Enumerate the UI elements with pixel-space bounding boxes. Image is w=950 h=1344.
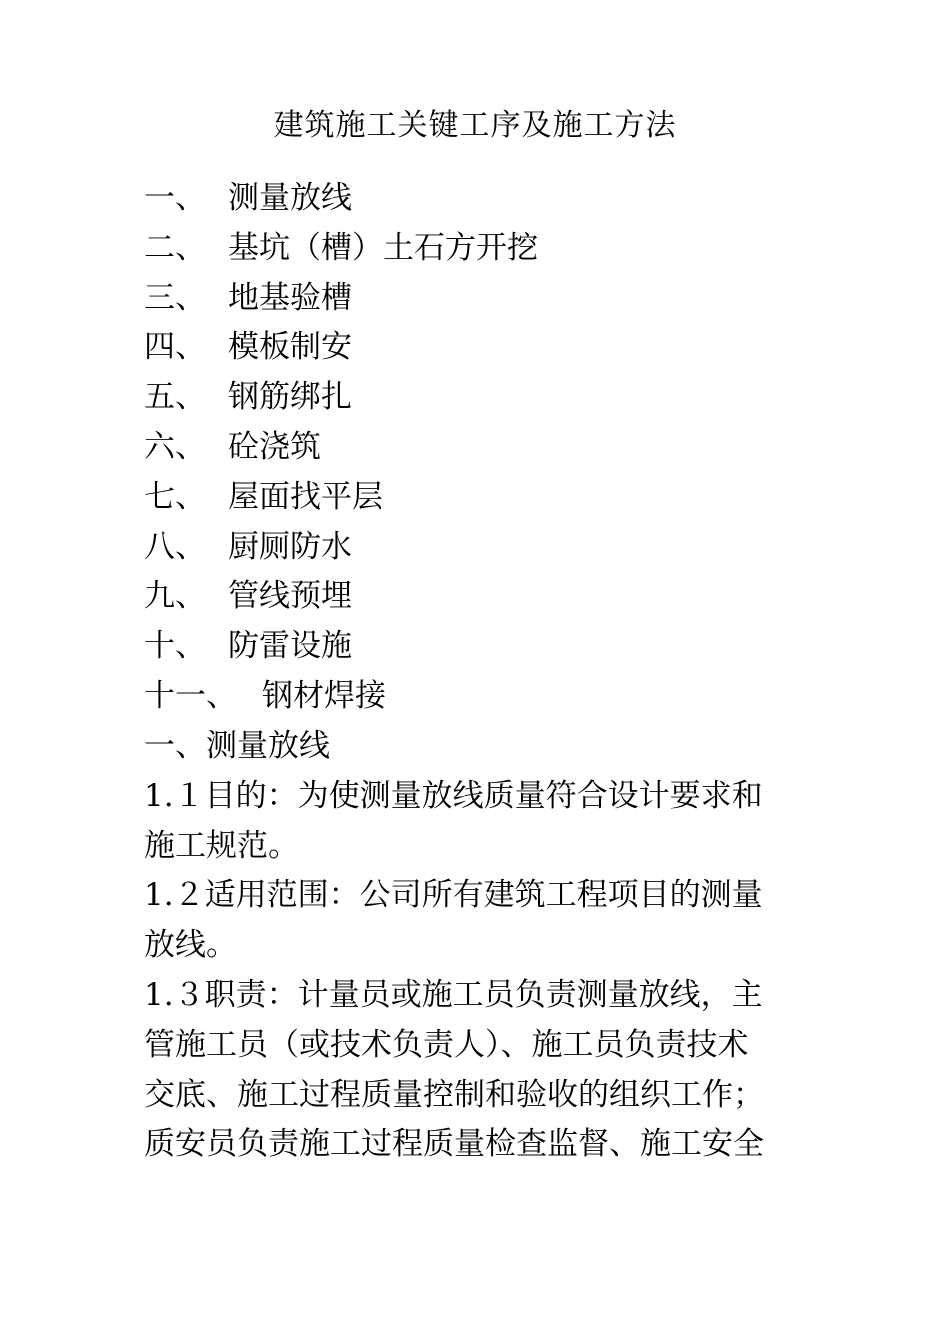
toc-number: 七、 [144,478,206,515]
toc-number: 六、 [144,428,206,465]
paragraph-line: 交底、施工过程质量控制和验收的组织工作； [144,1076,764,1113]
body-text [144,722,824,1170]
toc-item [144,672,538,722]
paragraph-line: 放线。 [144,927,237,964]
table-of-contents [144,174,538,722]
toc-item [144,423,538,473]
toc-item [144,323,538,373]
toc-item [144,373,538,423]
toc-label: 防雷设施 [228,628,352,665]
toc-label: 钢材焊接 [262,677,386,714]
toc-number: 四、 [144,329,206,366]
section-heading: 一、测量放线 [144,728,330,764]
toc-label: 测量放线 [228,180,352,216]
toc-item [144,274,538,324]
toc-label: 模板制安 [228,329,352,366]
toc-label: 管线预埋 [228,578,352,615]
toc-number: 十一、 [144,677,237,714]
toc-item [144,224,538,274]
toc-label: 砼浇筑 [228,428,321,465]
toc-number: 九、 [144,578,206,615]
paragraph-line: 施工规范。 [144,827,299,864]
toc-number: 八、 [144,528,206,565]
paragraph-line: 质安员负责施工过程质量检查监督、施工安全 [144,1126,764,1163]
toc-item [144,523,538,573]
toc-item [144,473,538,523]
toc-item [144,174,538,224]
toc-label: 基坑（槽）土石方开挖 [228,229,538,266]
toc-number: 一、 [144,180,206,216]
paragraph-line: 1.２适用范围：公司所有建筑工程项目的测量 [144,877,763,914]
paragraph-line: 1.１目的：为使测量放线质量符合设计要求和 [144,777,763,814]
toc-item [144,572,538,622]
toc-number: 二、 [144,229,206,266]
toc-label: 屋面找平层 [228,478,383,515]
toc-label: 地基验槽 [228,279,352,316]
toc-number: 三、 [144,279,206,316]
toc-label: 钢筋绑扎 [228,379,352,416]
paragraph-line: 管施工员（或技术负责人）、施工员负责技术 [144,1026,749,1063]
paragraph-line: 1.３职责：计量员或施工员负责测量放线，主 [144,976,763,1013]
toc-number: 十、 [144,628,206,665]
toc-item [144,622,538,672]
toc-number: 五、 [144,379,206,416]
toc-label: 厨厕防水 [228,528,352,565]
document-title: 建筑施工关键工序及施工方法 [273,108,677,143]
